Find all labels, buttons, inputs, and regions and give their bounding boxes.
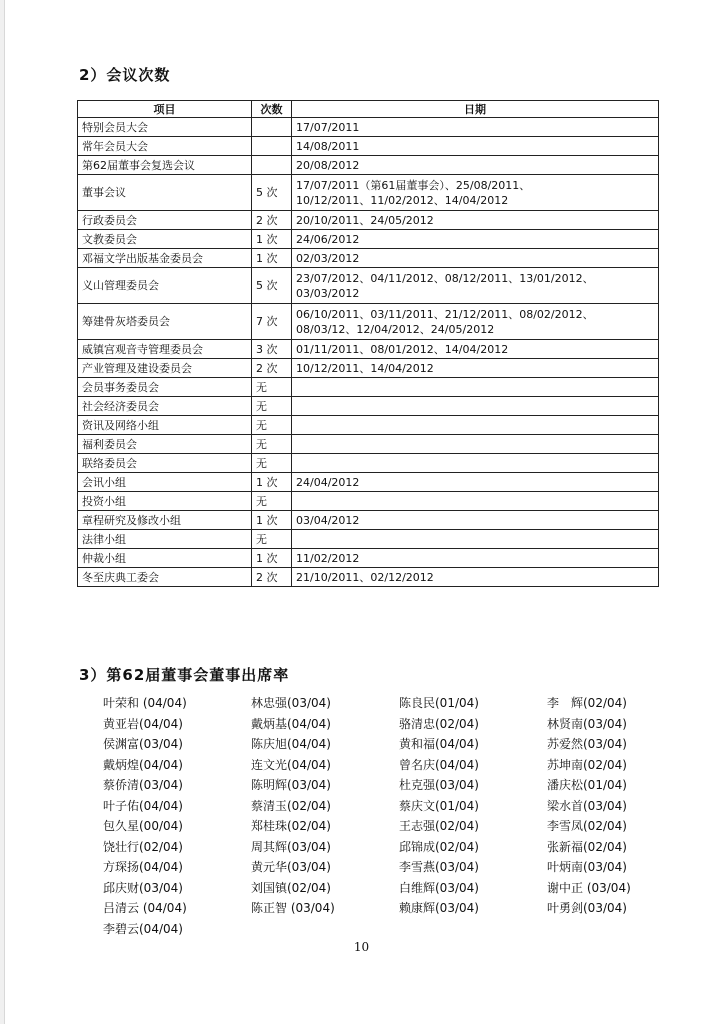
attendance-entry: 李雪凤(02/04) bbox=[547, 819, 627, 833]
attendance-entry: 林贤南(03/04) bbox=[547, 716, 627, 731]
row-count: 无 bbox=[252, 435, 292, 454]
row-count: 1 次 bbox=[252, 511, 292, 530]
attendance-entry: 邱庆财(03/04) bbox=[103, 880, 183, 895]
row-item-name: 资讯及网络小组 bbox=[78, 416, 252, 435]
row-item-name: 产业管理及建设委员会 bbox=[78, 359, 252, 378]
row-count: 1 次 bbox=[252, 473, 292, 492]
attendance-entry: 刘国镇(02/04) bbox=[251, 880, 331, 895]
date-line: 03/04/2012 bbox=[296, 513, 360, 527]
row-item-name: 特别会员大会 bbox=[78, 118, 252, 137]
row-count: 无 bbox=[252, 530, 292, 549]
header-date: 日期 bbox=[292, 101, 659, 118]
attendance-entry: 叶子佑(04/04) bbox=[103, 798, 183, 813]
row-dates bbox=[292, 568, 659, 587]
row-dates bbox=[292, 118, 659, 137]
table-row bbox=[78, 249, 659, 268]
row-dates bbox=[292, 454, 659, 473]
attendance-entry: 戴炳煌(04/04) bbox=[103, 757, 183, 772]
table-row bbox=[78, 397, 659, 416]
date-line: 24/04/2012 bbox=[296, 475, 360, 489]
row-count bbox=[252, 156, 292, 175]
page-edge bbox=[0, 0, 5, 1024]
attendance-entry: 林忠强(03/04) bbox=[251, 696, 331, 710]
table-row bbox=[78, 156, 659, 175]
row-item-name: 章程研究及修改小组 bbox=[78, 511, 252, 530]
attendance-entry: 叶荣和 (04/04) bbox=[103, 696, 187, 710]
attendance-entry: 周其辉(03/04) bbox=[251, 839, 331, 854]
row-item-name: 社会经济委员会 bbox=[78, 397, 252, 416]
attendance-entry: 蔡清玉(02/04) bbox=[251, 798, 331, 813]
row-dates bbox=[292, 511, 659, 530]
row-dates bbox=[292, 416, 659, 435]
page-number: 10 bbox=[353, 940, 370, 954]
attendance-entry: 侯渊富(03/04) bbox=[103, 737, 183, 751]
row-count: 5 次 bbox=[252, 268, 292, 304]
attendance-entry: 白维辉(03/04) bbox=[399, 880, 479, 895]
attendance-entry: 陈正智 (03/04) bbox=[251, 901, 335, 915]
date-line: 21/10/2011、02/12/2012 bbox=[296, 570, 434, 584]
attendance-entry: 吕清云 (04/04) bbox=[103, 901, 187, 915]
row-item-name: 福利委员会 bbox=[78, 435, 252, 454]
row-item-name: 仲裁小组 bbox=[78, 549, 252, 568]
row-item-name: 会讯小组 bbox=[78, 473, 252, 492]
row-dates bbox=[292, 435, 659, 454]
date-line: 17/07/2011 bbox=[296, 120, 360, 134]
attendance-entry: 黄亚岩(04/04) bbox=[103, 716, 183, 731]
attendance-entry: 梁水首(03/04) bbox=[547, 798, 627, 813]
row-item-name: 行政委员会 bbox=[78, 211, 252, 230]
row-count: 2 次 bbox=[252, 211, 292, 230]
row-dates bbox=[292, 530, 659, 549]
row-item-name: 第62届董事会复选会议 bbox=[78, 156, 252, 175]
row-count bbox=[252, 137, 292, 156]
table-row bbox=[78, 211, 659, 230]
date-line: 17/07/2011（第61届董事会）、25/08/2011、 bbox=[296, 178, 531, 192]
row-dates bbox=[292, 156, 659, 175]
date-line: 14/08/2011 bbox=[296, 139, 360, 153]
row-item-name: 联络委员会 bbox=[78, 454, 252, 473]
row-dates bbox=[292, 397, 659, 416]
attendance-entry: 李 辉(02/04) bbox=[547, 696, 627, 710]
row-count: 1 次 bbox=[252, 249, 292, 268]
row-count: 无 bbox=[252, 397, 292, 416]
attendance-entry: 黄和福(04/04) bbox=[399, 737, 479, 751]
row-count: 3 次 bbox=[252, 340, 292, 359]
row-item-name: 会员事务委员会 bbox=[78, 378, 252, 397]
row-item-name: 邓福文学出版基金委员会 bbox=[78, 249, 252, 268]
row-item-name: 投资小组 bbox=[78, 492, 252, 511]
table-row bbox=[78, 530, 659, 549]
table-row bbox=[78, 340, 659, 359]
attendance-entry: 李雪燕(03/04) bbox=[399, 860, 479, 874]
row-dates bbox=[292, 211, 659, 230]
table-row bbox=[78, 492, 659, 511]
attendance-list bbox=[103, 694, 663, 940]
table-row bbox=[78, 268, 659, 304]
row-count: 2 次 bbox=[252, 568, 292, 587]
attendance-entry: 戴炳基(04/04) bbox=[251, 716, 331, 731]
date-line: 23/07/2012、04/11/2012、08/12/2011、13/01/2012、 bbox=[296, 271, 594, 285]
date-line: 06/10/2011、03/11/2011、21/12/2011、08/02/2012、 bbox=[296, 307, 594, 321]
date-line: 03/03/2012 bbox=[296, 286, 360, 300]
date-line: 02/03/2012 bbox=[296, 251, 360, 265]
table-row bbox=[78, 304, 659, 340]
date-line: 20/10/2011、24/05/2012 bbox=[296, 213, 434, 227]
row-item-name: 义山管理委员会 bbox=[78, 268, 252, 304]
row-item-name: 法律小组 bbox=[78, 530, 252, 549]
date-line: 24/06/2012 bbox=[296, 232, 360, 246]
date-line: 10/12/2011、11/02/2012、14/04/2012 bbox=[296, 193, 509, 207]
attendance-entry: 叶勇剑(03/04) bbox=[547, 901, 627, 915]
row-count: 无 bbox=[252, 416, 292, 435]
attendance-entry: 陈良民(01/04) bbox=[399, 696, 479, 710]
row-dates bbox=[292, 304, 659, 340]
date-line: 10/12/2011、14/04/2012 bbox=[296, 361, 434, 375]
table-row bbox=[78, 416, 659, 435]
table-row bbox=[78, 230, 659, 249]
row-dates bbox=[292, 137, 659, 156]
row-dates bbox=[292, 268, 659, 304]
attendance-entry: 连文光(04/04) bbox=[251, 757, 331, 772]
row-item-name: 文教委员会 bbox=[78, 230, 252, 249]
row-dates bbox=[292, 175, 659, 211]
row-dates bbox=[292, 549, 659, 568]
row-dates bbox=[292, 473, 659, 492]
attendance-entry: 蔡侨清(03/04) bbox=[103, 778, 183, 792]
row-dates bbox=[292, 378, 659, 397]
row-count: 7 次 bbox=[252, 304, 292, 340]
row-dates bbox=[292, 340, 659, 359]
table-row bbox=[78, 511, 659, 530]
row-dates bbox=[292, 359, 659, 378]
table-row bbox=[78, 454, 659, 473]
row-count: 1 次 bbox=[252, 549, 292, 568]
row-count: 无 bbox=[252, 492, 292, 511]
table-row bbox=[78, 568, 659, 587]
header-item: 项目 bbox=[78, 101, 252, 118]
attendance-entry: 陈明辉(03/04) bbox=[251, 778, 331, 792]
row-item-name: 常年会员大会 bbox=[78, 137, 252, 156]
table-row bbox=[78, 549, 659, 568]
row-count: 无 bbox=[252, 378, 292, 397]
table-row bbox=[78, 473, 659, 492]
attendance-entry: 方琛扬(04/04) bbox=[103, 860, 183, 874]
table-row bbox=[78, 175, 659, 211]
row-item-name: 筹建骨灰塔委员会 bbox=[78, 304, 252, 340]
attendance-entry: 叶炳南(03/04) bbox=[547, 860, 627, 874]
row-dates bbox=[292, 230, 659, 249]
date-line: 11/02/2012 bbox=[296, 551, 360, 565]
attendance-entry: 饶壮行(02/04) bbox=[103, 839, 183, 854]
attendance-entry: 李碧云(04/04) bbox=[103, 921, 183, 936]
attendance-entry: 张新福(02/04) bbox=[547, 839, 627, 854]
row-item-name: 冬至庆典工委会 bbox=[78, 568, 252, 587]
table-row bbox=[78, 137, 659, 156]
attendance-entry: 谢中正 (03/04) bbox=[547, 880, 631, 895]
attendance-entry: 包久星(00/04) bbox=[103, 819, 183, 833]
table-row bbox=[78, 359, 659, 378]
row-item-name: 董事会议 bbox=[78, 175, 252, 211]
attendance-entry: 苏爱然(03/04) bbox=[547, 737, 627, 751]
date-line: 08/03/12、12/04/2012、24/05/2012 bbox=[296, 322, 495, 336]
date-line: 20/08/2012 bbox=[296, 158, 360, 172]
row-count: 1 次 bbox=[252, 230, 292, 249]
date-line: 01/11/2011、08/01/2012、14/04/2012 bbox=[296, 342, 509, 356]
row-count bbox=[252, 118, 292, 137]
section-2-heading: 2）会议次数 bbox=[79, 66, 171, 84]
attendance-entry: 郑桂珠(02/04) bbox=[251, 819, 331, 833]
meeting-count-table bbox=[77, 100, 659, 587]
attendance-entry: 骆清忠(02/04) bbox=[399, 716, 479, 731]
attendance-entry: 潘庆松(01/04) bbox=[547, 778, 627, 792]
section-3-heading: 3）第62届董事会董事出席率 bbox=[79, 666, 290, 684]
table-header-row bbox=[78, 101, 659, 118]
row-count: 2 次 bbox=[252, 359, 292, 378]
attendance-entry: 苏坤南(02/04) bbox=[547, 757, 627, 772]
attendance-entry: 邱锦成(02/04) bbox=[399, 839, 479, 854]
attendance-entry: 陈庆旭(04/04) bbox=[251, 737, 331, 751]
row-count: 无 bbox=[252, 454, 292, 473]
attendance-entry: 赖康辉(03/04) bbox=[399, 901, 479, 915]
attendance-entry: 王志强(02/04) bbox=[399, 819, 479, 833]
row-item-name: 威镇宫观音寺管理委员会 bbox=[78, 340, 252, 359]
header-count: 次数 bbox=[252, 101, 292, 118]
attendance-entry: 曾名庆(04/04) bbox=[399, 757, 479, 772]
attendance-entry: 杜克强(03/04) bbox=[399, 778, 479, 792]
row-count: 5 次 bbox=[252, 175, 292, 211]
row-dates bbox=[292, 492, 659, 511]
table-row bbox=[78, 378, 659, 397]
row-dates bbox=[292, 249, 659, 268]
table-row bbox=[78, 118, 659, 137]
attendance-entry: 黄元华(03/04) bbox=[251, 860, 331, 874]
attendance-entry: 蔡庆文(01/04) bbox=[399, 798, 479, 813]
table-row bbox=[78, 435, 659, 454]
